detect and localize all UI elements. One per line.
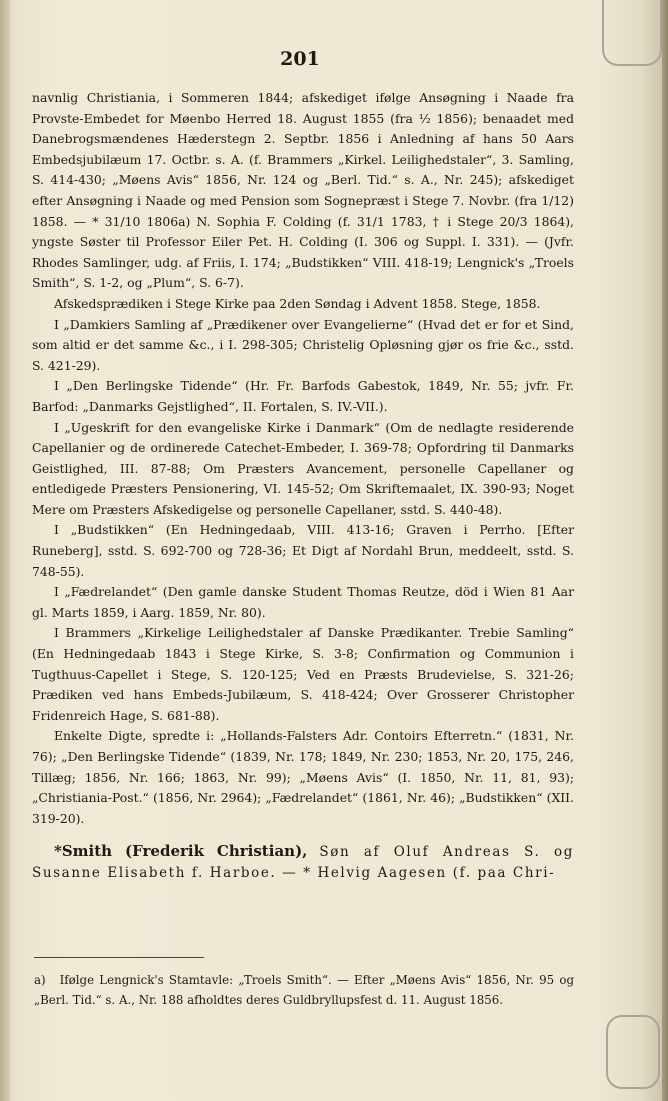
entry-heading	[32, 841, 574, 883]
paragraph-sermon: Afskedsprædiken i Stege Kirke paa 2den Søndag i Advent 1858. Stege, 1858.	[54, 295, 541, 311]
paragraph-faedrelandet: I „Fædrelandet“ (Den gamle danske Student Thomas Reutze, död i Wien 81 Aar gl. Marts 1859, i Aarg. 1859, Nr. 80).	[32, 584, 574, 620]
footnote-divider	[34, 957, 204, 958]
paragraph-berlingske: I „Den Berlingske Tidende“ (Hr. Fr. Barfods Gabestok, 1849, Nr. 55; jvfr. Fr. Barfod: „Danmarks Gejstlighed“, II. Fortalen, S. IV.-VII.).	[32, 378, 574, 414]
page-edge-stack	[662, 0, 668, 1101]
entry-heading-text: Søn af Oluf Andreas S. og Susanne Elisabeth f. Harboe. — * Helvig Aagesen (f. paa Chri-	[32, 844, 574, 881]
paragraph-ugeskrift: I „Ugeskrift for den evangeliske Kirke i Danmark“ (Om de nedlagte residerende Capellanier og de ordinerede Catechet-Embeder, I. 369-78; Opfordring til Danmarks Geistlighed, III. 87-88; Om Præsters Avancement, personelle Capellaner og entledigede Præsters Pensionering, VI. 145-52; Om Skriftemaalet, IX. 390-93; Noget Mere om Præsters Afskedigelse og personelle Capellaner, sstd. S. 440-48).	[32, 419, 574, 517]
paragraph-damkier: I „Damkiers Samling af „Prædikener over Evangelierne“ (Hvad det er for et Sind, som altid er det samme &c., i I. 298-305; Christelig Opløsning gjør os frie &c., sstd. S. 421-29).	[32, 316, 574, 373]
paragraph-biography: navnlig Christiania, i Sommeren 1844; afskediget ifølge Ansøgning i Naade fra Provste-Embedet for Møenbo Herred 18. August 1855 (fra ½ 1856); benaadet med Danebrogsmændenes Hæderstegn 2. Septbr. 1856 i Anledning af hans 50 Aars Embedsjubilæum 17. Octbr. s. A. (f. Brammers „Kirkel. Leilighedstaler“, 3. Samling, S. 414-430; „Møens Avis“ 1856, Nr. 124 og „Berl. Tid.“ s. A., Nr. 245); afskediget efter Ansøgning i Naade og med Pension som Sognepræst i Stege 7. Novbr. (fra 1/12) 1858. — * 31/10 1806a) N. Sophia F. Colding (f. 31/1 1783, † i Stege 20/3 1864), yngste Søster til Professor Eiler Pet. H. Colding (I. 306 og Suppl. I. 331). — (Jvfr. Rhodes Samlinger, udg. af Friis, I. 174; „Budstikken“ VIII. 418-19; Lengnick's „Troels Smith“, S. 1-2, og „Plum“, S. 6-7).	[32, 90, 574, 291]
paragraph-brammer: I Brammers „Kirkelige Leilighedstaler af Danske Prædikanter. Trebie Samling“ (En Hedningedaab 1843 i Stege Kirke, S. 3-8; Confirmation og Communion i Tugthuus-Capellet i Stege, S. 120-125; Ved en Præsts Brudevielse, S. 321-26; Prædiken ved hans Embeds-Jubilæum, S. 418-424; Over Grosserer Christopher Fridenreich Hage, S. 681-88).	[32, 625, 574, 723]
main-text-block	[32, 88, 574, 884]
book-clip-bottom-icon	[606, 1015, 660, 1089]
footnote-text: Ifølge Lengnick's Stamtavle: „Troels Smith“. — Efter „Møens Avis“ 1856, Nr. 95 og „Berl. Tid.“ s. A., Nr. 188 afholdtes deres Guldbryllupsfest d. 11. August 1856.	[34, 973, 574, 1007]
book-clip-top-icon	[602, 0, 662, 66]
book-spine-edge	[0, 0, 10, 1101]
page-number: 201	[280, 48, 320, 70]
paragraph-digte: Enkelte Digte, spredte i: „Hollands-Falsters Adr. Contoirs Efterretn.“ (1831, Nr. 76); „Den Berlingske Tidende“ (1839, Nr. 178; 1849, Nr. 230; 1853, Nr. 20, 175, 246, Tillæg; 1856, Nr. 166; 1863, Nr. 99); „Møens Avis“ (I. 1850, Nr. 11, 81, 93); „Christiania-Post.“ (1856, Nr. 2964); „Fædrelandet“ (1861, Nr. 46); „Budstikken“ (XII. 319-20).	[32, 728, 574, 826]
entry-heading-name: *Smith (Frederik Christian),	[54, 842, 308, 861]
paragraph-budstikken: I „Budstikken“ (En Hedningedaab, VIII. 413-16; Graven i Perrho. [Efter Runeberg], sstd. S. 692-700 og 728-36; Et Digt af Nordahl Brun, meddeelt, sstd. S. 748-55).	[32, 522, 574, 579]
footnote	[34, 970, 574, 1010]
footnote-label: a)	[34, 973, 46, 987]
